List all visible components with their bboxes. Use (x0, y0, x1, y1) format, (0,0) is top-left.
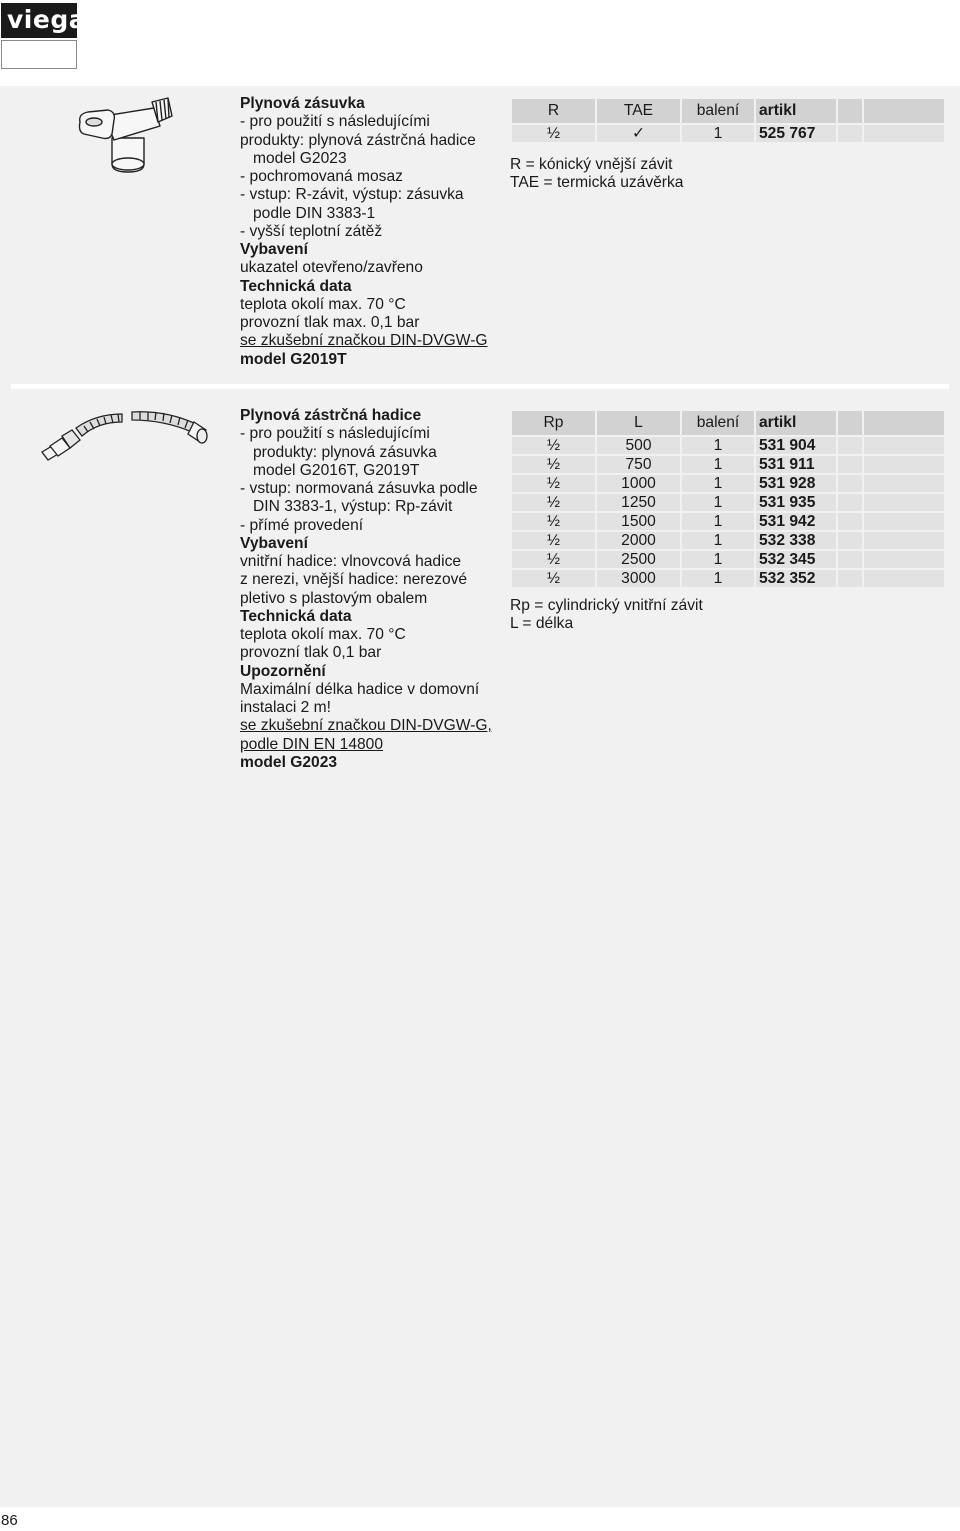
tech-heading: Technická data (240, 607, 352, 625)
product-title: Plynová zástrčná hadice (240, 407, 422, 424)
table-cell: 2000 (597, 532, 680, 549)
table-cell: ½ (512, 494, 595, 511)
legend-socket (510, 156, 683, 193)
feature-line: - přímé provedení (240, 516, 364, 534)
note-line: Maximální délka hadice v domovní (240, 680, 480, 698)
column-header: L (597, 411, 680, 435)
table-cell: 1 (682, 551, 754, 568)
empty-cell (864, 513, 944, 530)
spec-table-hose (510, 409, 946, 589)
empty-cell (838, 456, 862, 473)
article-number: 525 767 (756, 125, 836, 142)
empty-cell (864, 456, 944, 473)
table-cell: 750 (597, 456, 680, 473)
empty-cell (864, 570, 944, 587)
product-title: Plynová zásuvka (240, 95, 365, 112)
feature-line: - pochromovaná mosaz (240, 168, 403, 185)
checkmark-icon: ✓ (597, 125, 680, 142)
table-row (512, 456, 944, 473)
feature-line: model G2023 (253, 149, 347, 167)
table-cell: 1500 (597, 513, 680, 530)
table-cell: 1 (682, 125, 754, 142)
article-number: 531 928 (756, 475, 836, 492)
table-cell: ½ (512, 551, 595, 568)
page-number: 86 (1, 1512, 18, 1529)
legend-line: R = kónický vnější závit (510, 156, 673, 173)
model-name: model G2023 (240, 753, 338, 771)
column-header: artikl (756, 411, 836, 435)
empty-cell (838, 437, 862, 454)
column-header: artikl (756, 99, 836, 123)
feature-line: - pro použití s následujícími (240, 113, 430, 131)
table-header-row (512, 411, 944, 435)
table-cell: ½ (512, 570, 595, 587)
empty-header-cell (864, 99, 944, 123)
section-divider (11, 384, 949, 389)
equipment-line: pletivo s plastovým obalem (240, 589, 428, 607)
equipment-heading: Vybavení (240, 534, 308, 552)
certification-line: podle DIN EN 14800 (240, 735, 384, 753)
empty-cell (864, 125, 944, 142)
gas-socket-image (74, 94, 174, 178)
feature-line: produkty: plynová zástrčná hadice (240, 131, 476, 149)
empty-cell (838, 513, 862, 530)
article-number: 532 345 (756, 551, 836, 568)
feature-line: - vyšší teplotní zátěž (240, 222, 383, 240)
table-cell: 1 (682, 494, 754, 511)
legend-line: TAE = termická uzávěrka (510, 174, 684, 192)
column-header: balení (682, 411, 754, 435)
empty-header-cell (838, 411, 862, 435)
table-cell: ½ (512, 513, 595, 530)
empty-cell (838, 475, 862, 492)
empty-cell (838, 532, 862, 549)
empty-header-cell (864, 411, 944, 435)
equipment-heading: Vybavení (240, 241, 308, 258)
column-header: Rp (512, 411, 595, 435)
column-header: R (512, 99, 595, 123)
table-cell: 1 (682, 532, 754, 549)
empty-cell (864, 437, 944, 454)
certification-line: se zkušební značkou DIN-DVGW-G, (240, 717, 492, 735)
logo-box (1, 40, 77, 69)
certification-line: se zkušební značkou DIN-DVGW-G (240, 332, 488, 350)
article-number: 531 942 (756, 513, 836, 530)
table-cell: 500 (597, 437, 680, 454)
empty-cell (864, 551, 944, 568)
table-header-row (512, 99, 944, 123)
table-row (512, 475, 944, 492)
empty-cell (864, 532, 944, 549)
article-number: 532 352 (756, 570, 836, 587)
feature-line: model G2016T, G2019T (253, 461, 420, 479)
article-number: 532 338 (756, 532, 836, 549)
product-description-hose (240, 407, 492, 772)
equipment-line: vnitřní hadice: vlnovcová hadice (240, 553, 462, 570)
table-cell: ½ (512, 475, 595, 492)
table-row (512, 437, 944, 454)
article-number: 531 935 (756, 494, 836, 511)
product-description-socket (240, 95, 488, 369)
empty-cell (838, 125, 862, 142)
table-row (512, 570, 944, 587)
table-cell: 1000 (597, 475, 680, 492)
article-number: 531 904 (756, 437, 836, 454)
table-cell: ½ (512, 532, 595, 549)
table-row (512, 532, 944, 549)
table-cell: 1 (682, 513, 754, 530)
table-cell: 1 (682, 570, 754, 587)
column-header: balení (682, 99, 754, 123)
tech-line: provozní tlak max. 0,1 bar (240, 314, 420, 331)
table-row (512, 551, 944, 568)
viega-logo: viega (1, 3, 77, 38)
tech-line: teplota okolí max. 70 °C (240, 626, 406, 643)
article-number: 531 911 (756, 456, 836, 473)
empty-cell (864, 475, 944, 492)
note-heading: Upozornění (240, 662, 326, 680)
table-cell: 1 (682, 456, 754, 473)
table-cell: ½ (512, 125, 595, 142)
table-cell: 1 (682, 475, 754, 492)
feature-line: produkty: plynová zásuvka (253, 443, 437, 461)
tech-line: provozní tlak 0,1 bar (240, 644, 382, 662)
table-row (512, 494, 944, 511)
feature-line: DIN 3383-1, výstup: Rp-závit (253, 498, 453, 516)
table-cell: 1 (682, 437, 754, 454)
tech-line: teplota okolí max. 70 °C (240, 295, 406, 313)
feature-line: podle DIN 3383-1 (253, 204, 376, 222)
table-cell: 1250 (597, 494, 680, 511)
column-header: TAE (597, 99, 680, 123)
table-row (512, 125, 944, 142)
table-row (512, 513, 944, 530)
gas-hose-image (36, 402, 214, 464)
table-cell: ½ (512, 437, 595, 454)
empty-cell (864, 494, 944, 511)
table-cell: 2500 (597, 551, 680, 568)
empty-cell (838, 551, 862, 568)
legend-hose (510, 597, 703, 634)
empty-cell (838, 570, 862, 587)
model-name: model G2019T (240, 350, 347, 368)
spec-table-socket (510, 97, 946, 144)
feature-line: - vstup: R-závit, výstup: zásuvka (240, 186, 464, 204)
legend-line: L = délka (510, 615, 574, 633)
empty-header-cell (838, 99, 862, 123)
feature-line: - pro použití s následujícími (240, 425, 430, 443)
table-cell: 3000 (597, 570, 680, 587)
note-line: instalaci 2 m! (240, 699, 331, 716)
feature-line: - vstup: normovaná zásuvka podle (240, 480, 478, 497)
tech-heading: Technická data (240, 277, 352, 295)
legend-line: Rp = cylindrický vnitřní závit (510, 597, 703, 614)
equipment-line: ukazatel otevřeno/zavřeno (240, 259, 423, 277)
table-cell: ½ (512, 456, 595, 473)
equipment-line: z nerezi, vnější hadice: nerezové (240, 571, 468, 589)
empty-cell (838, 494, 862, 511)
